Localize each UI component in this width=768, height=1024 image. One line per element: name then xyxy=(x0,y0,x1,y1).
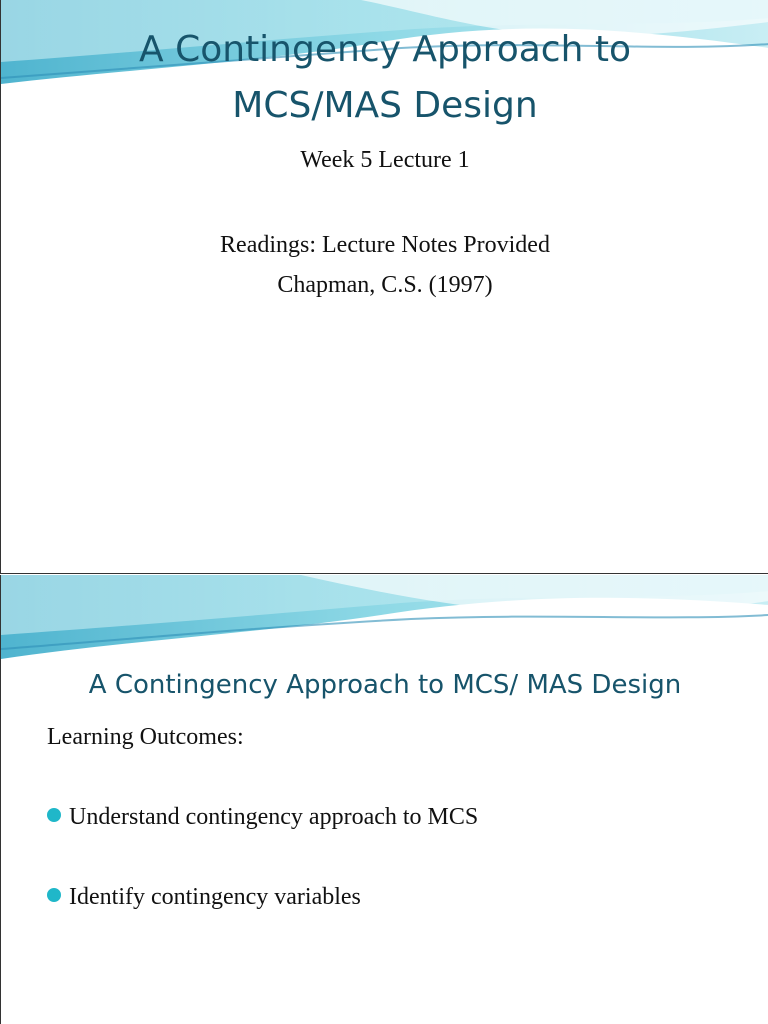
slide-2 xyxy=(0,575,768,1024)
slide-1-readings xyxy=(1,225,768,305)
learning-outcomes-list xyxy=(47,801,478,961)
slide-1-title xyxy=(1,22,768,134)
list-item xyxy=(47,881,478,961)
bullet-text: Identify contingency variables xyxy=(69,884,361,910)
readings-line-1: Readings: Lecture Notes Provided xyxy=(220,232,550,258)
slide-2-title: A Contingency Approach to MCS/ MAS Design xyxy=(88,670,682,700)
header-wave-decoration xyxy=(1,575,768,665)
bullet-text: Understand contingency approach to MCS xyxy=(69,804,479,830)
learning-outcomes-heading: Learning Outcomes: xyxy=(47,724,244,750)
readings-line-2: Chapman, C.S. (1997) xyxy=(277,272,493,298)
slide-1-subtitle: Week 5 Lecture 1 xyxy=(300,147,470,173)
list-item xyxy=(47,801,478,881)
slide-1-title-line-2: MCS/MAS Design xyxy=(232,85,538,126)
bullet-dot-icon xyxy=(47,888,61,902)
slide-1-title-line-1: A Contingency Approach to xyxy=(139,29,631,70)
bullet-dot-icon xyxy=(47,808,61,822)
